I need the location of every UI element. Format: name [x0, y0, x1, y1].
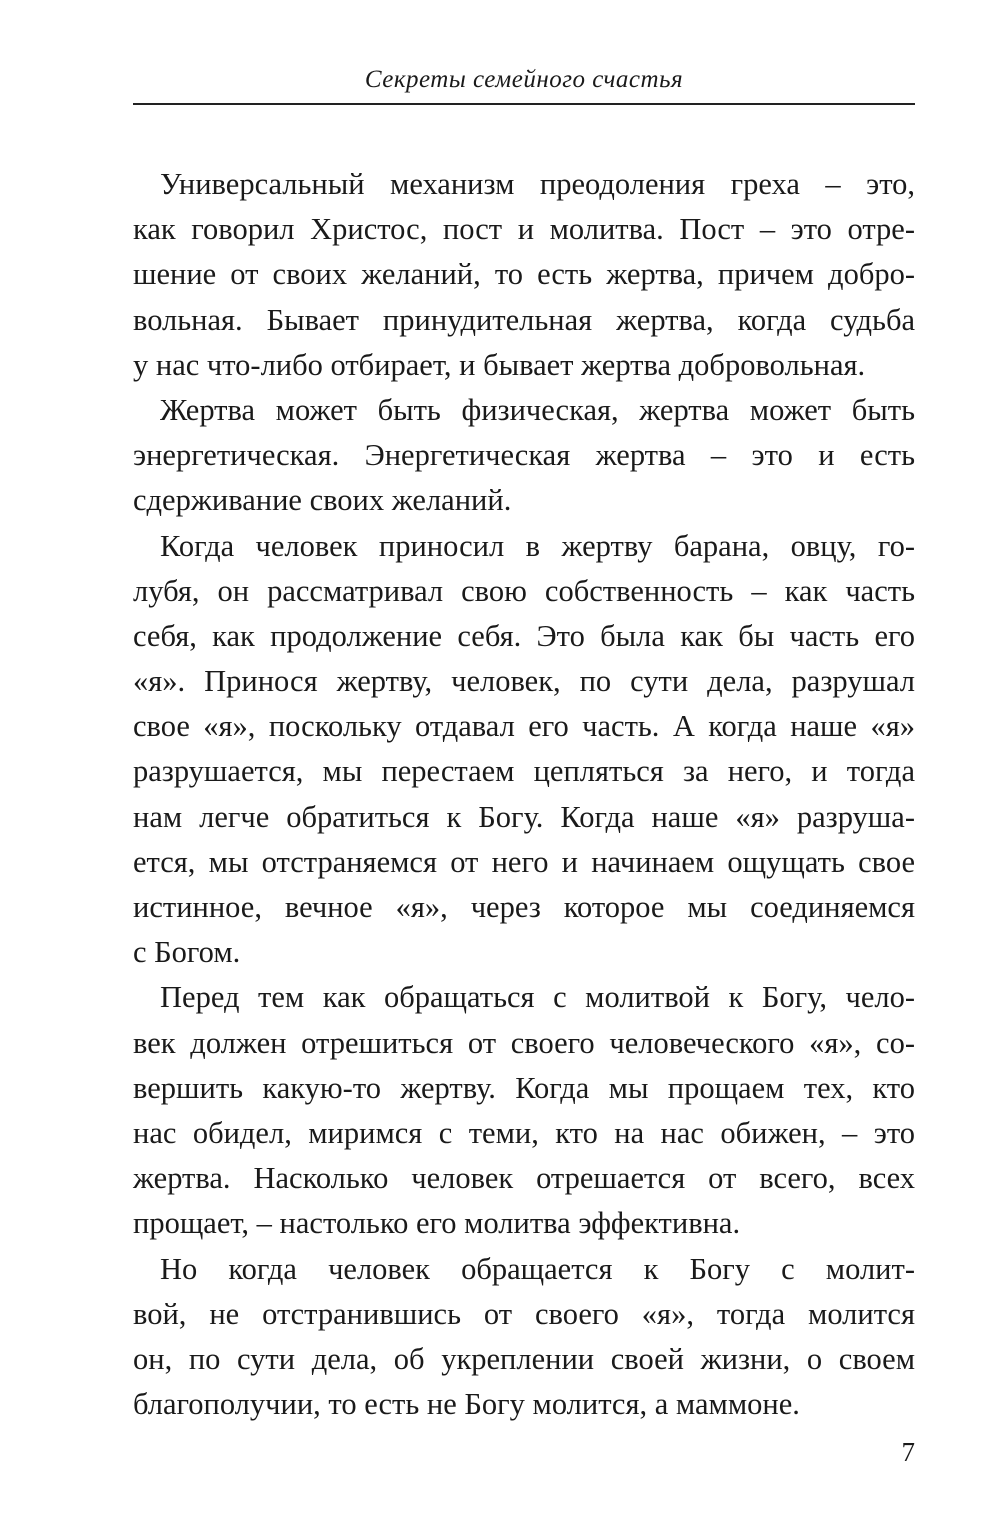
- text-line: у нас что-либо отбирает, и бывает жертва добровольная.: [133, 347, 866, 382]
- text-line: благополучии, то есть не Богу молится, а маммоне.: [133, 1387, 800, 1422]
- text-line: разрушается, мы перестаем цепляться за него, и тогда: [133, 754, 915, 789]
- text-line: шение от своих желаний, то есть жертва, причем добро-: [133, 257, 915, 292]
- text-line: с Богом.: [133, 935, 241, 970]
- text-line: истинное, вечное «я», через которое мы соединяемся: [133, 890, 915, 924]
- body-text: [133, 162, 915, 1427]
- text-line: нас обидел, миримся с теми, кто на нас обижен, – это: [133, 1115, 915, 1150]
- text-line: Когда человек приносил в жертву барана, овцу, го-: [160, 528, 915, 563]
- text-line: энергетическая. Энергетическая жертва – это и есть: [133, 438, 915, 473]
- text-line: Перед тем как обращаться с молитвой к Богу, чело-: [160, 980, 915, 1015]
- text-line: нам легче обратиться к Богу. Когда наше «я» разруша-: [133, 799, 915, 834]
- text-line: ется, мы отстраняемся от него и начинаем ощущать свое: [133, 844, 915, 879]
- text-line: вольная. Бывает принудительная жертва, когда судьба: [133, 302, 915, 337]
- text-line: прощает, – настолько его молитва эффективна.: [133, 1206, 741, 1241]
- page-number: 7: [901, 1437, 915, 1467]
- text-line: Но когда человек обращается к Богу с молит-: [160, 1251, 915, 1286]
- text-line: лубя, он рассматривал свою собственность – как часть: [133, 573, 915, 608]
- text-line: сдерживание своих желаний.: [133, 483, 512, 518]
- paragraph: [133, 388, 915, 524]
- header-rule: [133, 103, 915, 105]
- paragraph: [133, 1247, 915, 1428]
- paragraph: [133, 524, 915, 976]
- text-line: век должен отрешиться от своего человеческого «я», со-: [133, 1025, 915, 1060]
- text-line: Универсальный механизм преодоления греха – это,: [160, 167, 915, 201]
- text-line: свое «я», поскольку отдавал его часть. А когда наше «я»: [133, 709, 915, 744]
- paragraph: [133, 975, 915, 1246]
- text-line: «я». Принося жертву, человек, по сути дела, разрушал: [133, 664, 915, 699]
- text-line: он, по сути дела, об укреплении своей жизни, о своем: [133, 1341, 915, 1376]
- text-line: вершить какую-то жертву. Когда мы прощаем тех, кто: [133, 1070, 915, 1105]
- text-line: вой, не отстранившись от своего «я», тогда молится: [133, 1296, 915, 1331]
- running-header: Секреты семейного счастья: [364, 66, 684, 93]
- text-line: жертва. Насколько человек отрешается от всего, всех: [133, 1161, 915, 1196]
- paragraph: [133, 162, 915, 388]
- text-line: Жертва может быть физическая, жертва может быть: [160, 392, 915, 427]
- text-line: себя, как продолжение себя. Это была как бы часть его: [133, 618, 915, 653]
- text-line: как говорил Христос, пост и молитва. Пост – это отре-: [133, 212, 915, 247]
